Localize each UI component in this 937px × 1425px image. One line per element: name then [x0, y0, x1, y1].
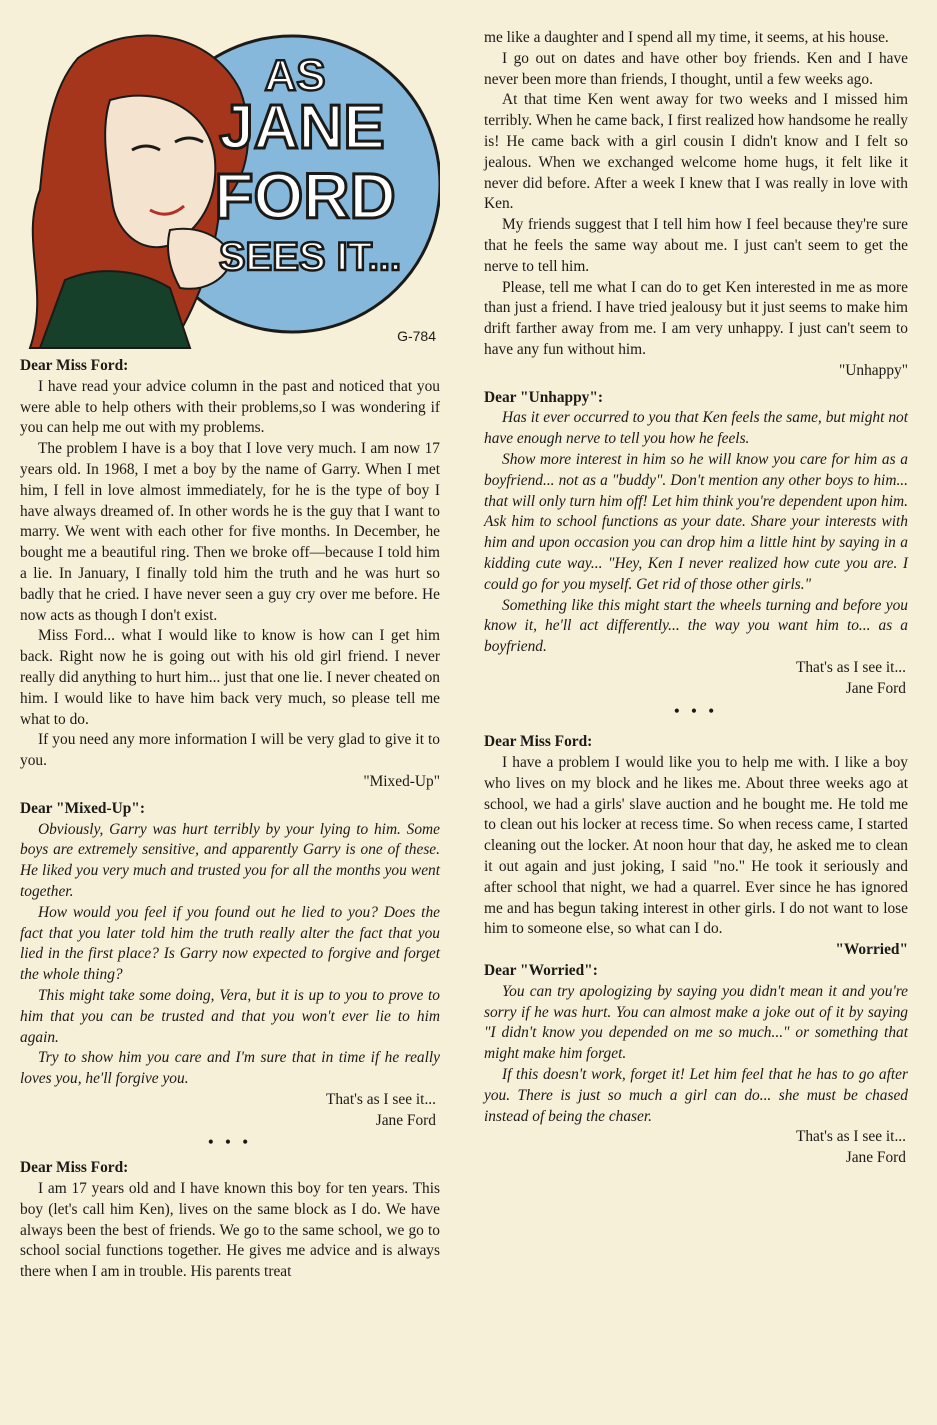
reply2-paragraph: Something like this might start the wheels turning and before you know it, he'll act differently... the way you want him to... as a boyfriend.	[484, 596, 908, 656]
reply2-paragraph: Has it ever occurred to you that Ken feels the same, but might not have enough nerve to tell you how he feels.	[484, 409, 908, 448]
letter2-continuation: me like a daughter and I spend all my time, it seems, at his house.	[484, 29, 889, 46]
right-column	[484, 28, 908, 1169]
letter3-paragraph: I have a problem I would like you to help me with. I like a boy who lives on my block and he likes me. About three weeks ago at school, we had a girls' slave auction and he bought me. He told me to clean out his locker at recess time. So when recess came, I started cleaning out the locker. At noon hour that day, he asked me to clean it out again and just joking, I said "no." He took it seriously and after school that night, we had a quarrel. Ever since he has ignored me and has begun taking interest in other girls. I do not want to lose him to someone else, so what can I do.	[484, 754, 908, 938]
reply2-signer: Jane Ford	[845, 679, 906, 697]
reply1-closing: That's as I see it...	[325, 1090, 436, 1108]
jane-ford-illustration	[20, 30, 440, 352]
reply1-paragraph: This might take some doing, Vera, but it is up to you to prove to him that you can be trusted and that you won't ever lie to him again.	[20, 986, 440, 1046]
header-title-line-3: FORD	[214, 160, 396, 232]
reply3-closing: That's as I see it...	[795, 1128, 906, 1146]
reply1-paragraph: Obviously, Garry was hurt terribly by your lying to him. Some boys are extremely sensitive, and apparently Garry is one of these. He liked you very much and trusted you for all the months you went together.	[20, 820, 440, 900]
header-title-line-1: AS	[264, 51, 326, 100]
letter3-signature: "Worried"	[835, 941, 908, 959]
letter2-salutation: Dear Miss Ford:	[20, 1159, 129, 1177]
letter1-salutation: Dear Miss Ford:	[20, 357, 129, 374]
letter2-paragraph: I go out on dates and have other boy friends. Ken and I have never been more than friends, I thought, until a few weeks ago.	[484, 49, 908, 88]
letter1-signature: "Mixed-Up"	[363, 772, 440, 790]
reply1-paragraph: How would you feel if you found out he lied to you? Does the fact that you later told him the truth really alter the fact that you lied in the first place? Is Garry now expected to forgive and forget the whole thing?	[20, 903, 440, 984]
letter3-salutation: Dear Miss Ford:	[484, 733, 593, 751]
letter2-paragraph: At that time Ken went away for two weeks and I missed him terribly. When he came back, I first realized how handsome he really is! He came back with a girl cousin I didn't know and I felt so jealous. When we exchanged welcome home hugs, it felt like it never did before. After a week I knew that I was really in love with Ken.	[484, 91, 908, 213]
letter2-paragraph: My friends suggest that I tell him how I feel because they're sure that he feels the same way about me. I just can't seem to get the nerve to tell him.	[484, 216, 908, 275]
letter2-paragraph: I am 17 years old and I have known this boy for ten years. This boy (let's call him Ken), lives on the same block as I do. We have always been the best of friends. We go to the same school, we go to school social functions together. He gives me advice and is always there when I am in trouble. His parents treat	[20, 1180, 440, 1281]
reply3-signer: Jane Ford	[845, 1149, 906, 1167]
section-divider: • • •	[208, 1134, 252, 1152]
letter1-paragraph: The problem I have is a boy that I love very much. I am now 17 years old. In 1968, I met a boy by the name of Garry. When I met him, I fell in love almost immediately, for he is the type of boy I have always dreamed of. In other words he is the guy that I want to marry. We went with each other for five months. In December, he bought me a beautiful ring. Then we broke off—because I told him a lie. In January, I finally told him the truth and he was hurt so badly that he cried. I have never seen a guy cry over me before. He now acts as though I don't exist.	[20, 440, 440, 624]
letter2-signature: "Unhappy"	[839, 361, 908, 379]
column-header-art	[20, 30, 440, 352]
reply1-signer: Jane Ford	[375, 1111, 436, 1129]
letter2-paragraph: Please, tell me what I can do to get Ken interested in me as more than just a friend. I have tried jealousy but it just seems to make him drift farther away from me. I am very unhappy. I just can't seem to have any fun without him.	[484, 278, 908, 358]
letter1-paragraph: Miss Ford... what I would like to know is how can I get him back. Right now he is going out with his old girl friend. I never really did anything to hurt him... just that one lie. I never cheated on him. I would like to have him back very much, so please tell me what to do.	[20, 627, 440, 728]
header-title-line-2: JANE	[219, 93, 385, 162]
letter1-paragraph: I have read your advice column in the past and noticed that you were able to help others with their problems,so I was wondering if you can help me out with my problems.	[20, 377, 440, 437]
reply3-paragraph: You can try apologizing by saying you didn't mean it and you're sorry if he was hurt. You can almost make a joke out of it by saying "I didn't know you depended on me so much..." or something that might make him forget.	[484, 982, 908, 1063]
reply2-closing: That's as I see it...	[795, 658, 906, 676]
reply2-salutation: Dear "Unhappy":	[484, 388, 603, 406]
reply3-paragraph: If this doesn't work, forget it! Let him feel that he has to go after you. There is just so much a girl can do... she must be chased instead of being the chaser.	[484, 1066, 908, 1125]
reply3-salutation: Dear "Worried":	[484, 962, 598, 980]
letter1-paragraph: If you need any more information I will be very glad to give it to you.	[20, 731, 440, 770]
issue-code: G-784	[397, 328, 436, 344]
left-column	[20, 356, 440, 1283]
reply2-paragraph: Show more interest in him so he will know you care for him as a boyfriend... not as a "buddy". Don't mention any other boys to him... that will only turn him off! Let him think you're dependent upon him. Ask him to school functions as your date. Share your interests with him and upon occasion you can drop him a little hint by saying in a kidding cute way... "Hey, Ken I never realized how cute you are. I could go for you myself. Get rid of those other girls."	[484, 450, 908, 593]
section-divider: • • •	[674, 702, 718, 720]
header-title-line-4: SEES IT...	[218, 235, 402, 279]
reply1-paragraph: Try to show him you care and I'm sure that in time if he really loves you, he'll forgive you.	[20, 1049, 440, 1088]
reply1-salutation: Dear "Mixed-Up":	[20, 799, 145, 817]
